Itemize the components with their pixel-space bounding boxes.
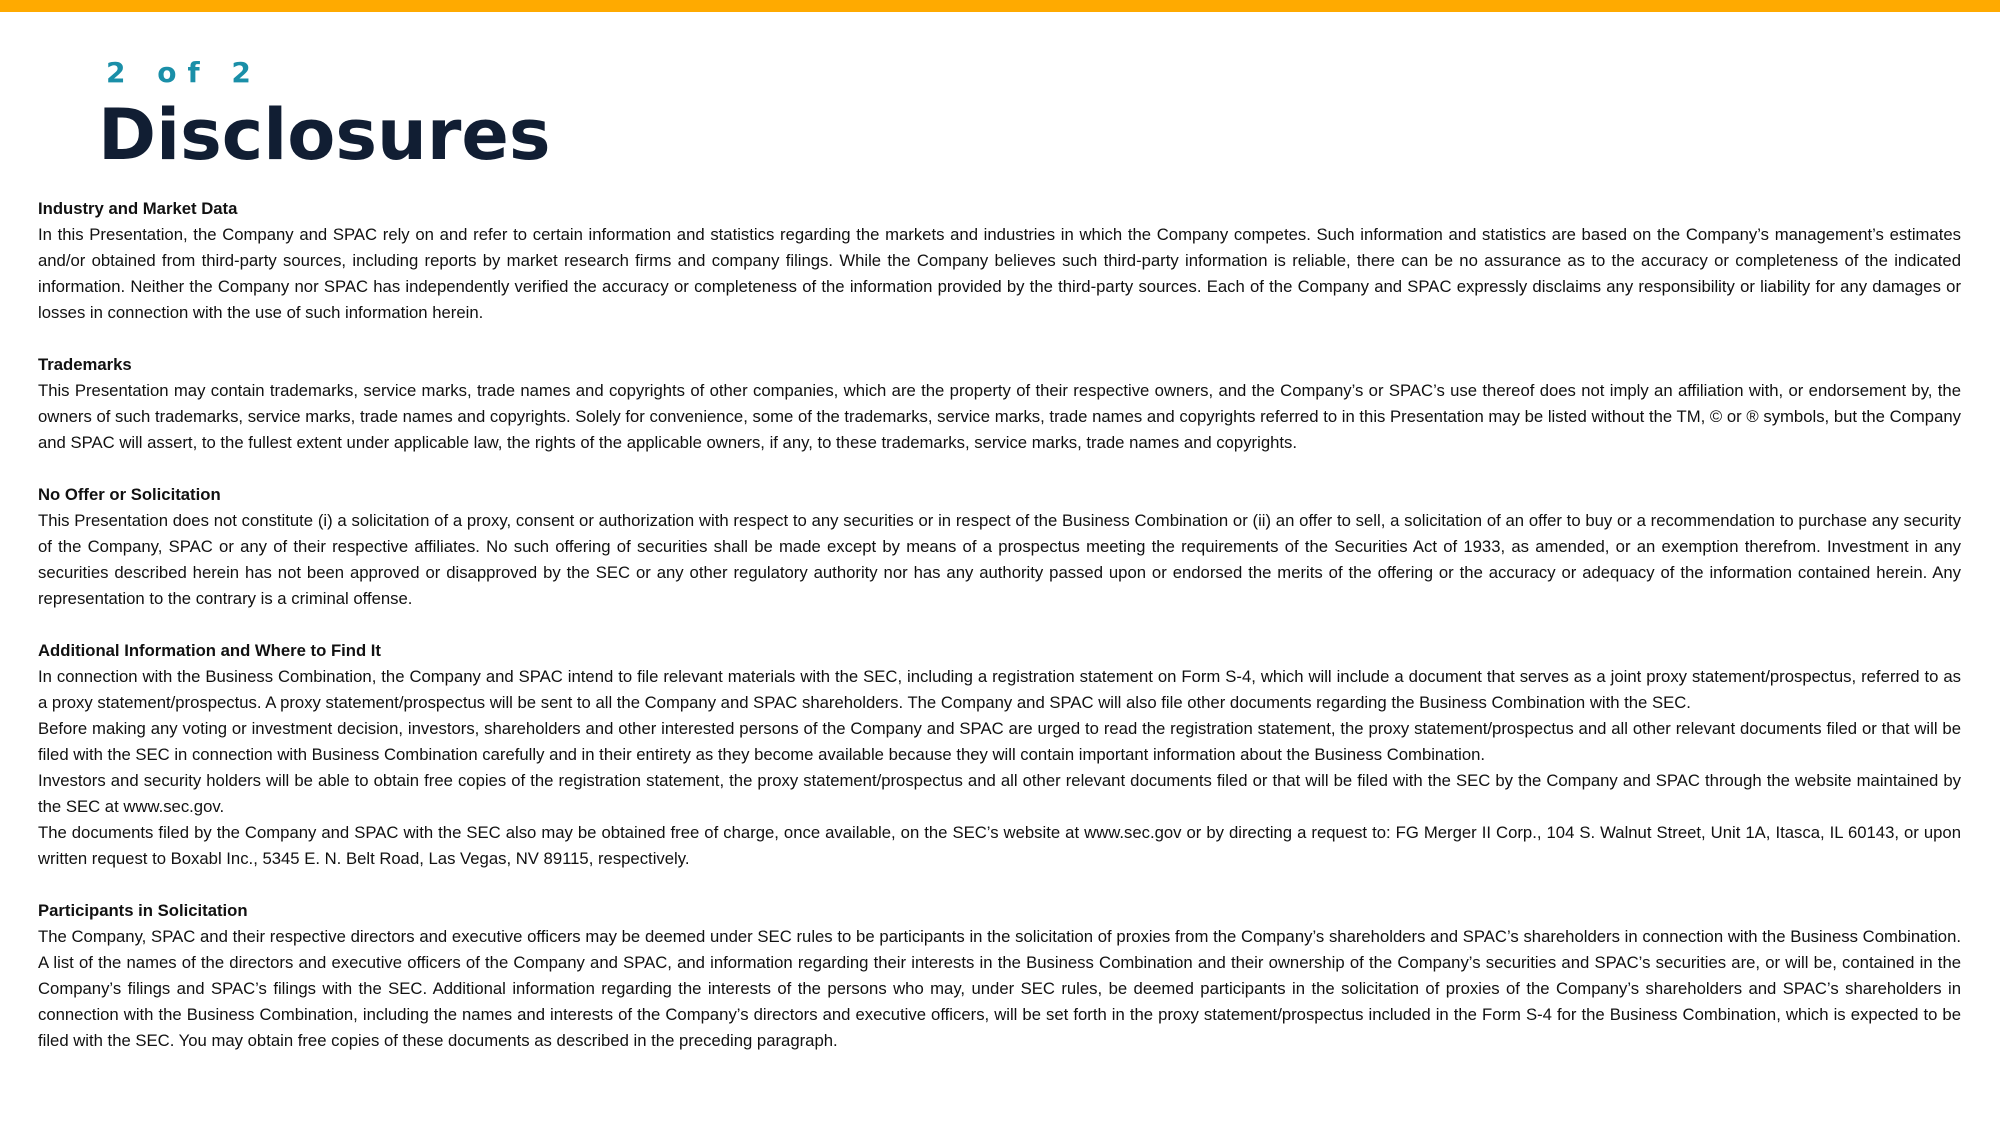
disclosure-body (38, 196, 1961, 1080)
section-heading: Industry and Market Data (38, 199, 238, 218)
section-heading: No Offer or Solicitation (38, 485, 221, 504)
top-accent-bar (0, 0, 2000, 12)
section-heading: Participants in Solicitation (38, 901, 248, 920)
section-paragraph: Investors and security holders will be able to obtain free copies of the registration statement, the proxy statement/prospectus and all other relevant documents filed or that will be filed with the SEC by the Company and SPAC through the website maintained by the SEC at www.sec.gov. (38, 771, 1961, 816)
section-paragraph: Before making any voting or investment decision, investors, shareholders and other interested persons of the Company and SPAC are urged to read the registration statement, the proxy statement/prospectus and all other relevant documents filed or that will be filed with the SEC in connection with Business Combination carefully and in their entirety as they become available because they will contain important information about the Business Combination. (38, 719, 1961, 764)
section-heading: Trademarks (38, 355, 132, 374)
section-paragraph: The Company, SPAC and their respective directors and executive officers may be deemed under SEC rules to be participants in the solicitation of proxies from the Company’s shareholders and SPAC’s shareholders in connection with the Business Combination. A list of the names of the directors and executive officers of the Company and SPAC, and information regarding their interests in the Business Combination and their ownership of the Company’s securities and SPAC’s securities are, or will be, contained in the Company’s filings and SPAC’s filings with the SEC. Additional information regarding the interests of the persons who may, under SEC rules, be deemed participants in the solicitation of proxies of the Company’s shareholders and SPAC’s shareholders in connection with the Business Combination, including the names and interests of the Company’s directors and executive officers, will be set forth in the proxy statement/prospectus included in the Form S-4 for the Business Combination, which is expected to be filed with the SEC. You may obtain free copies of these documents as described in the preceding paragraph. (38, 927, 1961, 1050)
section-no-offer-solicitation (38, 482, 1961, 612)
section-heading: Additional Information and Where to Find It (38, 641, 381, 660)
section-additional-information (38, 638, 1961, 872)
section-participants-in-solicitation (38, 898, 1961, 1054)
section-paragraph: This Presentation does not constitute (i) a solicitation of a proxy, consent or authorization with respect to any securities or in respect of the Business Combination or (ii) an offer to sell, a solicitation of an offer to buy or a recommendation to purchase any security of the Company, SPAC or any of their respective affiliates. No such offering of securities shall be made except by means of a prospectus meeting the requirements of the Securities Act of 1933, as amended, or an exemption therefrom. Investment in any securities described herein has not been approved or disapproved by the SEC or any other regulatory authority nor has any authority passed upon or endorsed the merits of the offering or the accuracy or adequacy of the information contained herein. Any representation to the contrary is a criminal offense. (38, 511, 1961, 608)
section-paragraph: This Presentation may contain trademarks, service marks, trade names and copyrights of other companies, which are the property of their respective owners, and the Company’s or SPAC’s use thereof does not imply an affiliation with, or endorsement by, the owners of such trademarks, service marks, trade names and copyrights. Solely for convenience, some of the trademarks, service marks, trade names and copyrights referred to in this Presentation may be listed without the TM, © or ® symbols, but the Company and SPAC will assert, to the fullest extent under applicable law, the rights of the applicable owners, if any, to these trademarks, service marks, trade names and copyrights. (38, 381, 1961, 452)
page-title: Disclosures (98, 94, 551, 176)
section-paragraph: In connection with the Business Combination, the Company and SPAC intend to file relevant materials with the SEC, including a registration statement on Form S-4, which will include a document that serves as a joint proxy statement/prospectus, referred to as a proxy statement/prospectus. A proxy statement/prospectus will be sent to all the Company and SPAC shareholders. The Company and SPAC will also file other documents regarding the Business Combination with the SEC. (38, 667, 1961, 712)
section-paragraph: The documents filed by the Company and SPAC with the SEC also may be obtained free of charge, once available, on the SEC’s website at www.sec.gov or by directing a request to: FG Merger II Corp., 104 S. Walnut Street, Unit 1A, Itasca, IL 60143, or upon written request to Boxabl Inc., 5345 E. N. Belt Road, Las Vegas, NV 89115, respectively. (38, 823, 1961, 868)
section-industry-market-data (38, 196, 1961, 326)
section-trademarks (38, 352, 1961, 456)
page-counter: 2 of 2 (106, 56, 262, 89)
section-paragraph: In this Presentation, the Company and SPAC rely on and refer to certain information and statistics regarding the markets and industries in which the Company competes. Such information and statistics are based on the Company’s management’s estimates and/or obtained from third-party sources, including reports by market research firms and company filings. While the Company believes such third-party information is reliable, there can be no assurance as to the accuracy or completeness of the indicated information. Neither the Company nor SPAC has independently verified the accuracy or completeness of the information provided by the third-party sources. Each of the Company and SPAC expressly disclaims any responsibility or liability for any damages or losses in connection with the use of such information herein. (38, 225, 1961, 322)
